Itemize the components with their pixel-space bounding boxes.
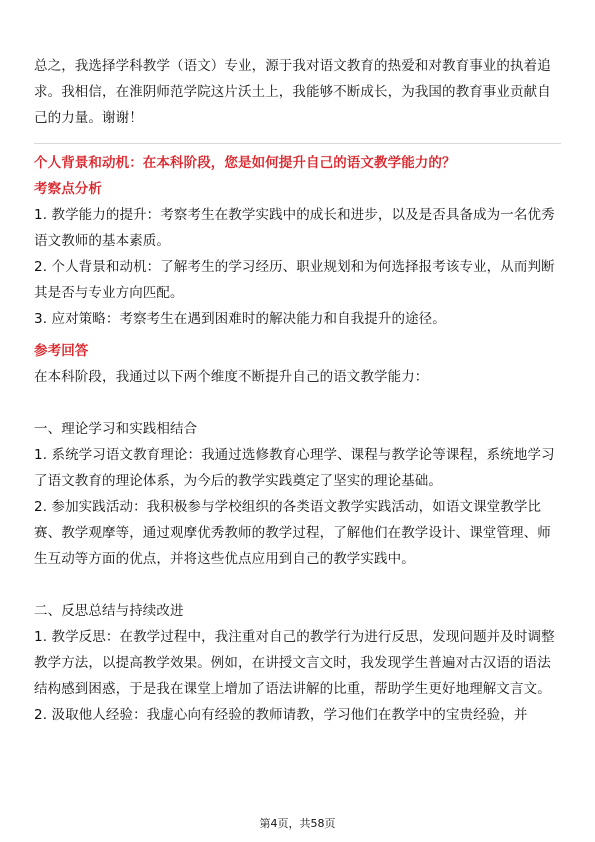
section1-item: 2. 参加实践活动：我积极参与学校组织的各类语文教学实践活动，如语文课堂教学比赛、教学观摩等，通过观摩优秀教师的教学过程，了解他们在教学设计、课堂管理、师生互动等方面的优点，并将这些优点应用到自己的教学实践中。 [34, 499, 551, 567]
analysis-point: 2. 个人背景和动机：了解考生的学习经历、职业规划和为何选择报考该专业，从而判断其是否与专业方向匹配。 [34, 259, 555, 301]
analysis-list [34, 202, 561, 332]
section2-item: 2. 汲取他人经验：我虚心向有经验的教师请教，学习他们在教学中的宝贵经验，并 [34, 707, 528, 723]
answer-heading: 参考回答 [34, 343, 89, 359]
analysis-heading: 考察点分析 [34, 181, 102, 197]
analysis-point: 1. 教学能力的提升：考察考生在教学实践中的成长和进步，以及是否具备成为一名优秀语文教师的基本素质。 [34, 207, 555, 249]
section2-item: 1. 教学反思：在教学过程中，我注重对自己的教学行为进行反思，发现问题并及时调整教学方法，以提高教学效果。例如，在讲授文言文时，我发现学生普遍对古汉语的语法结构感到困惑，于是我在课堂上增加了语法讲解的比重，帮助学生更好地理解文言文。 [34, 629, 555, 697]
section2-title: 二、反思总结与持续改进 [34, 603, 184, 619]
question-title: 个人背景和动机：在本科阶段，您是如何提升自己的语文教学能力的？ [34, 155, 456, 171]
page-footer: 第4页，共58页 [259, 817, 336, 830]
section1-item: 1. 系统学习语文教育理论：我通过选修教育心理学、课程与教学论等课程，系统地学习了语文教育的理论体系，为今后的教学实践奠定了坚实的理论基础。 [34, 447, 555, 489]
section1-title: 一、理论学习和实践相结合 [34, 421, 198, 437]
answer-intro: 在本科阶段，我通过以下两个维度不断提升自己的语文教学能力： [34, 369, 429, 385]
section-divider [34, 143, 561, 144]
intro-paragraph: 总之，我选择学科教学（语文）专业，源于我对语文教育的热爱和对教育事业的执着追求。我相信，在淮阴师范学院这片沃土上，我能够不断成长，为我国的教育事业贡献自己的力量。谢谢！ [34, 58, 551, 126]
analysis-point: 3. 应对策略：考察考生在遇到困难时的解决能力和自我提升的途径。 [34, 311, 446, 327]
